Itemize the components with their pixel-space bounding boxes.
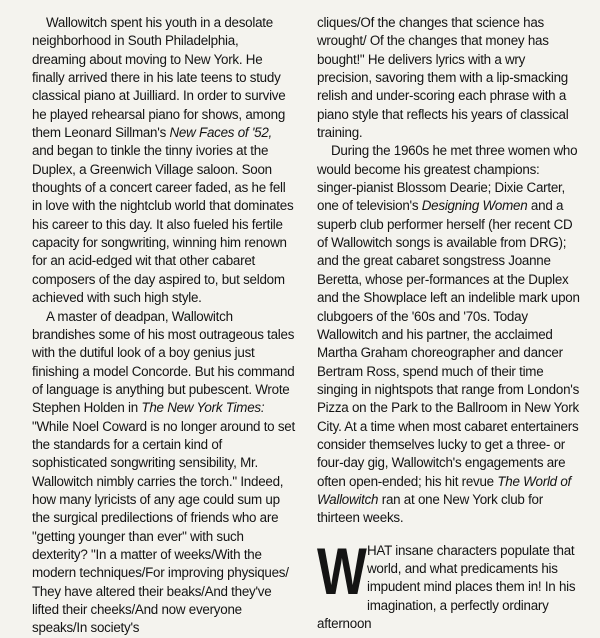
text: and began to tinkle the tinny ivories at the Duplex, a Greenwich Village saloon. Soon thoughts of a concert career faded, as he fell in love with the nightclub world that dominates his career to this day. It also fueled his fertile capacity for songwriting, winning him renown for an acid-edged wit that other cabaret composers of the day aspired to, but seldom achieved with such high style. <box>32 143 294 306</box>
text: ran at one New York club for thirteen weeks. <box>317 491 543 526</box>
show-title: New Faces of '52, <box>169 125 273 141</box>
right-column <box>317 14 580 631</box>
left-column <box>32 14 295 636</box>
text: Wallowitch spent his youth in a desolate neighborhood in South Philadelphia, dreaming about moving to New York. He finally arrived there in his late teens to study classical piano at Juilliard. In order to survive he played rehearsal piano for shows, among them Leonard Sillman's <box>32 15 286 141</box>
text: During the 1960s he met three women who would become his greatest champions: singer-pianist Blossom Dearie; Dixie Carter, one of television's <box>317 143 578 214</box>
text: and a superb club performer herself (her recent CD of Wallowitch songs is available from DRG); and the great cabaret songstress Joanne Beretta, whose per-formances at the Duplex and the Showplace left an indelible mark upon clubgoers of the '60s and '70s. Today Wallowitch and his partner, the acclaimed Martha Graham choreographer and dancer Bertram Ross, spend much of their time singing in nightspots that range from London's Pizza on the Park to the Ballroom in New York City. At a time when most cabaret entertainers consider themselves lucky to get a three- or four-day gig, Wallowitch's engagements are often open-ended; his hit revue <box>317 198 580 489</box>
paragraph <box>32 308 295 638</box>
paragraph: cliques/Of the changes that science has wrought/ Of the changes that money has bought!" He delivers lyrics with a wry precision, savoring them with a lip-smacking relish and under-scoring each phrase with a piano style that reflects his years of classical training. <box>317 15 569 141</box>
publication-title: The New York Times: <box>141 400 265 416</box>
paragraph <box>32 14 295 308</box>
dropcap-letter: W <box>317 533 364 608</box>
dropcap-paragraph <box>317 533 580 634</box>
text: "While Noel Coward is no longer around to set the standards for a certain kind of sophisticated songwriting sensibility, Mr. Wallowitch nimbly carries the torch." Indeed, how many lyricists of any age could sum up the surgical predilections of friends who are "getting younger than ever" with such dexterity? "In a matter of weeks/With the modern techniques/For improving physiques/ They have altered their beaks/And they've lifted their cheeks/And now everyone speaks/In society's <box>32 418 295 636</box>
text: A master of deadpan, Wallowitch brandishes some of his most outrageous tales with the dutiful look of a boy genius just finishing a model Concorde. But his command of language is anything but pubescent. Wrote Stephen Holden in <box>32 308 295 416</box>
paragraph: HAT insane characters populate that world, and what predicaments his impudent mind places them in! In his imagination, a perfectly ordinary afternoon <box>317 542 576 631</box>
show-title: Designing Women <box>421 198 528 214</box>
revue-title: The World of Wallowitch <box>317 473 572 507</box>
paragraph <box>317 142 580 527</box>
